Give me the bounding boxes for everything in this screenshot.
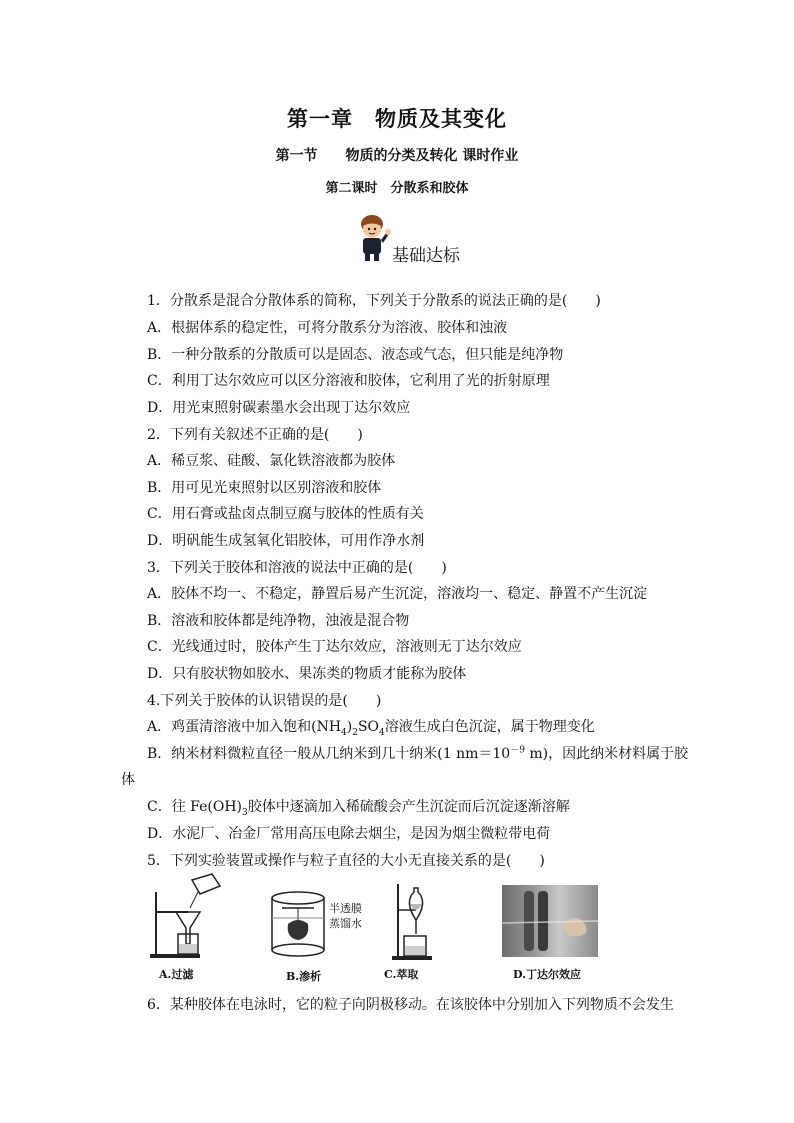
figure-a-caption: A.过滤 <box>159 968 194 981</box>
tyndall-effect-photo <box>502 885 598 957</box>
student-thinking-icon <box>355 214 391 262</box>
figure-c-caption: C.萃取 <box>384 968 419 981</box>
question-4-option-d: D．水泥厂、冶金厂常用高压电除去烟尘，是因为烟尘微粒带电荷 <box>147 826 551 842</box>
question-2-option-b: B．用可见光束照射以区别溶液和胶体 <box>147 480 382 496</box>
page-title: 第一章 物质及其变化 <box>287 106 507 131</box>
question-2-option-a: A．稀豆浆、硅酸、氯化铁溶液都为胶体 <box>147 453 396 469</box>
distilled-water-label: 蒸馏水 <box>329 917 362 930</box>
question-1-stem: 1．分散系是混合分散体系的简称，下列关于分散系的说法正确的是( ) <box>147 293 601 309</box>
question-3-option-d: D．只有胶状物如胶水、果冻类的物质才能称为胶体 <box>147 666 467 682</box>
question-4-option-a: A．鸡蛋清溶液中加入饱和$(NH_4)_2SO_4$溶液生成白色沉淀，属于物理变化 <box>147 719 595 738</box>
question-1-option-a: A．根据体系的稳定性，可将分散系分为溶液、胶体和浊液 <box>147 320 508 336</box>
question-2-option-c: C．用石膏或盐卤点制豆腐与胶体的性质有关 <box>147 506 424 522</box>
filtration-apparatus-figure <box>148 872 228 960</box>
figure-d-caption: D.丁达尔效应 <box>513 968 581 981</box>
question-4-stem: 4.下列关于胶体的认识错误的是( ) <box>147 693 382 709</box>
question-1-option-d: D．用光束照射碳素墨水会出现丁达尔效应 <box>147 400 411 416</box>
question-6-stem: 6．某种胶体在电泳时，它的粒子向阴极移动。在该胶体中分别加入下列物质不会发生 <box>147 997 674 1013</box>
question-3-option-c: C．光线通过时，胶体产生丁达尔效应，溶液则无丁达尔效应 <box>147 639 522 655</box>
question-3-stem: 3．下列关于胶体和溶液的说法中正确的是( ) <box>147 560 447 576</box>
membrane-label: 半透膜 <box>329 902 362 915</box>
extraction-apparatus-figure <box>392 880 448 962</box>
question-3-option-b: B．溶液和胶体都是纯净物，浊液是混合物 <box>147 613 410 629</box>
dialysis-apparatus-figure <box>268 890 328 960</box>
section-subtitle: 第一节 物质的分类及转化 课时作业 <box>275 148 519 164</box>
question-4-option-b-continued: 体 <box>121 772 135 788</box>
tyndall-tubes-image <box>502 885 598 957</box>
question-2-option-d: D．明矾能生成氢氧化铝胶体，可用作净水剂 <box>147 533 425 549</box>
question-4-option-b: B．纳米材料微粒直径一般从几纳米到几十纳米(1 $nm=10^{-9}$ m)，因此纳米材料属于胶 <box>147 745 689 762</box>
figure-b-caption: B.渗析 <box>286 970 322 983</box>
question-1-option-c: C．利用丁达尔效应可以区分溶液和胶体，它利用了光的折射原理 <box>147 373 550 389</box>
question-2-stem: 2．下列有关叙述不正确的是( ) <box>147 427 363 443</box>
question-1-option-b: B．一种分散系的分散质可以是固态、液态或气态，但只能是纯净物 <box>147 347 564 363</box>
question-5-stem: 5．下列实验装置或操作与粒子直径的大小无直接关系的是( ) <box>147 853 545 869</box>
section-label: 基础达标 <box>392 246 460 266</box>
lesson-subtitle: 第二课时 分散系和胶体 <box>325 181 469 196</box>
question-3-option-a: A．胶体不均一、不稳定，静置后易产生沉淀，溶液均一、稳定、静置不产生沉淀 <box>147 586 648 602</box>
question-4-option-c: C．往 $Fe(OH)_3$胶体中逐滴加入稀硫酸会产生沉淀而后沉淀逐渐溶解 <box>147 799 570 818</box>
